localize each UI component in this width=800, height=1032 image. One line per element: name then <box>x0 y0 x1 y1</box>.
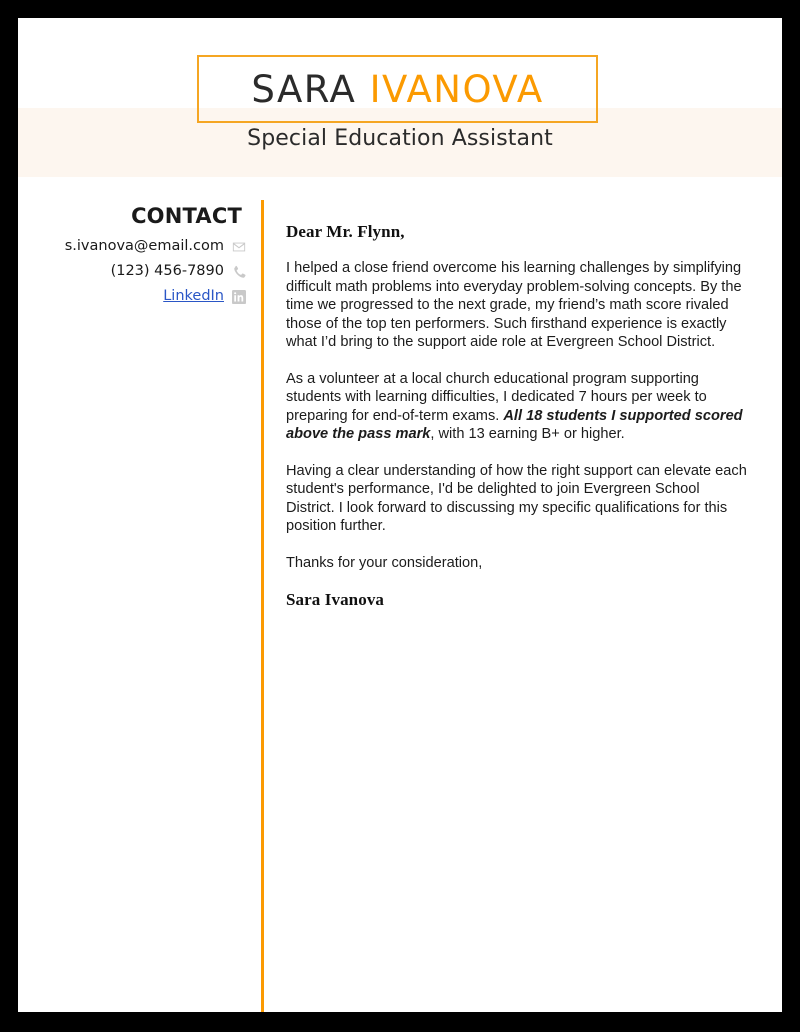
contact-email-text: s.ivanova@email.com <box>64 238 224 255</box>
contact-column <box>18 204 246 312</box>
contact-phone-text: (123) 456-7890 <box>110 263 224 280</box>
name-box <box>197 55 598 123</box>
contact-heading: CONTACT <box>131 204 242 228</box>
document-page <box>18 18 782 1012</box>
paragraph-2-lead: As a volunteer at a local church educational program supporting students with learning difficulties, I dedicated 7 hours per week to preparing for end-of-term exams. <box>286 370 707 424</box>
linkedin-icon <box>232 290 246 304</box>
applicant-last-name: IVANOVA <box>369 67 544 111</box>
envelope-icon <box>232 240 246 254</box>
contact-item-phone <box>18 262 246 282</box>
letter-paragraph-2 <box>286 370 748 444</box>
contact-linkedin-link[interactable]: LinkedIn <box>163 288 224 305</box>
letter-paragraph-1: I helped a close friend overcome his learning challenges by simplifying difficult math problems into everyday problem-solving concepts. By the time we progressed to the next grade, my friend’s math score rivaled those of the top ten performers. Such firsthand experience is exactly what I’d bring to the support aide role at Evergreen School District. <box>286 260 742 350</box>
applicant-name <box>251 67 544 111</box>
letter-salutation: Dear Mr. Flynn, <box>286 222 405 241</box>
contact-item-linkedin[interactable] <box>18 287 246 307</box>
paragraph-2-tail: , with 13 earning B+ or higher. <box>430 426 625 442</box>
letter-closing: Thanks for your consideration, <box>286 554 483 571</box>
job-title: Special Education Assistant <box>247 126 553 151</box>
column-divider <box>261 200 264 1012</box>
contact-item-email <box>18 237 246 257</box>
letter-signature: Sara Ivanova <box>286 590 385 609</box>
applicant-first-name: SARA <box>251 67 357 111</box>
paragraph-2-emphasis: All 18 students I supported scored above the pass mark <box>286 407 743 442</box>
letter-paragraph-3: Having a clear understanding of how the right support can elevate each student's performance, I'd be delighted to join Evergreen School District. I look forward to discussing my specific qualifications for this position further. <box>286 462 747 534</box>
phone-icon <box>232 265 246 279</box>
letter-body <box>286 222 748 610</box>
